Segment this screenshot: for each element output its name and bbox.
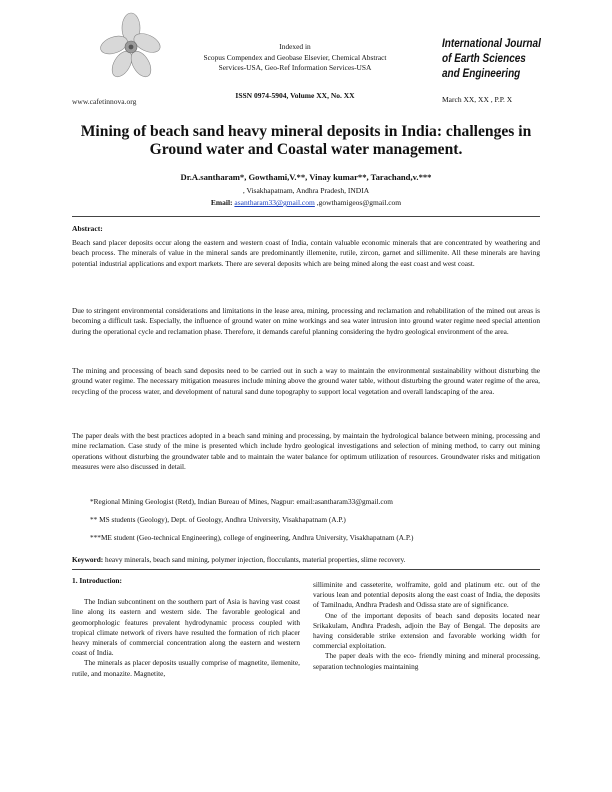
keywords [72, 555, 540, 564]
issn-volume: ISSN 0974-5904, Volume XX, No. XX [235, 91, 355, 100]
affiliation-note: ***ME student (Geo-technical Engineering), college of engineering, Andhra University, Visakhapatnam (A.P.) [90, 533, 414, 542]
indexing-line: Scopus Compendex and Geobase Elsevier, Chemical Abstract [203, 52, 387, 62]
abstract-paragraph: The paper deals with the best practices adopted in a beach sand mining and processing, by maintain the hydrological balance between mining, processing and mine reclamation. Case study of the mine is presented which include hydro geological investigations and selection of mining method, to carry out mining operations without disturbing the groundwater table and to maintain the water balance for optimum utilization of resources. Groundwater risks and mitigation measures were also discussed in detail. [72, 431, 540, 472]
author-list: Dr.A.santharam*, Gowthami,V.**, Vinay kumar**, Tarachand,v.*** [180, 172, 432, 182]
indexing-line: Indexed in [279, 42, 311, 51]
journal-name [442, 36, 541, 82]
journal-name-line: International Journal [442, 36, 541, 50]
abstract-heading: Abstract: [72, 224, 103, 233]
body-column-right [313, 580, 540, 672]
indexing-info [175, 42, 415, 74]
body-paragraph: The Indian subcontinent on the southern part of Asia is having vast coast line along its eastern and western side. The favorable geological and geomorphologic features prevalent hydrodynamic process coupled with tropical climate network of rivers have resulted the formation of rich placer heavy minerals of commercial concentration along the eastern and western coast of India. [72, 597, 300, 658]
divider [72, 216, 540, 217]
website-link[interactable]: www.cafetinnova.org [72, 97, 137, 106]
email-label: Email: [210, 198, 233, 207]
email-line [62, 198, 550, 207]
abstract-paragraph: Beach sand placer deposits occur along the eastern and western coast of India, contain valuable economic minerals that are concentrated by weathering and beach process. The minerals of value in the mineral sands are predominantly illemenite, rutile, zircon, garnet and sillimenite. All these minerals are having potential industrial applications and export markets. There are several deposits which are being mined along the east coast and west coast. [72, 238, 540, 268]
affiliation: , Visakhapatnam, Andhra Pradesh, INDIA [242, 186, 370, 195]
affiliation-note: *Regional Mining Geologist (Retd), Indian Bureau of Mines, Nagpur: email:asantharam33@gmail.com [90, 497, 393, 506]
email-other: ,gowthamigeos@gmail.com [314, 198, 402, 207]
abstract-paragraph: The mining and processing of beach sand deposits need to be carried out in such a way to maintain the environmental sustainability without disturbing the ground water regime. The necessary mitigation measures include mining above the ground water table, without disturbing the ground water regime of the area, recycling of the process water, and development of natural sand dune topography to support local vegetation and overall landscaping of the area. [72, 366, 540, 396]
body-paragraph: One of the important deposits of beach sand deposits located near Srikakulam, Andhra Pradesh, adjoin the Bay of Bengal. The deposits are having considerable strike extension and favorable working width for commercial exploitation. [313, 610, 540, 651]
section-heading: 1. Introduction: [72, 576, 122, 585]
issue-date: March XX, XX , P.P. X [442, 95, 513, 104]
email-link[interactable]: asantharam33@gmail.com [234, 198, 315, 207]
title-line: Mining of beach sand heavy mineral deposits in India: challenges in [80, 123, 532, 140]
divider [72, 569, 540, 570]
body-paragraph: silliminite and casseterite, wolframite, gold and platinum etc. out of the various lean and potential deposits along the east coast of India, the deposits of Tamilnadu, Andhra Pradesh and Odissa state are of significance. [313, 580, 540, 610]
body-paragraph: The minerals as placer deposits usually comprise of magnetite, ilemenite, rutile, and monazite. Magnetite, [72, 658, 300, 678]
paper-title [62, 123, 550, 159]
abstract-paragraph: Due to stringent environmental considerations and limitations in the lease area, mining, processing and reclamation and rehabilitation of the mined out areas is becoming a difficult task. Especially, the influence of ground water on mine workings and sea water intrusion into ground water regime need special attention during the operational cycle and reclamation phase. Therefore, it demands careful planning considering the hydro geological environment of the area. [72, 306, 540, 336]
journal-name-line: and Engineering [442, 66, 521, 81]
body-paragraph: The paper deals with the eco- friendly mining and mineral processing, separation technologies maintaining [313, 651, 540, 671]
body-column-left [72, 576, 300, 679]
journal-logo [100, 12, 162, 82]
title-line: Ground water and Coastal water management. [149, 141, 463, 158]
affiliation-note: ** MS students (Geology), Dept. of Geology, Andhra University, Visakhapatnam (A.P.) [90, 515, 346, 524]
journal-name-line: of Earth Sciences [442, 51, 526, 66]
keywords-label: Keyword: [72, 555, 104, 564]
keywords-text: heavy minerals, beach sand mining, polymer injection, flocculants, material properties, slime recovery. [103, 555, 406, 564]
indexing-line: Services-USA, Geo-Ref Information Services-USA [218, 63, 372, 73]
